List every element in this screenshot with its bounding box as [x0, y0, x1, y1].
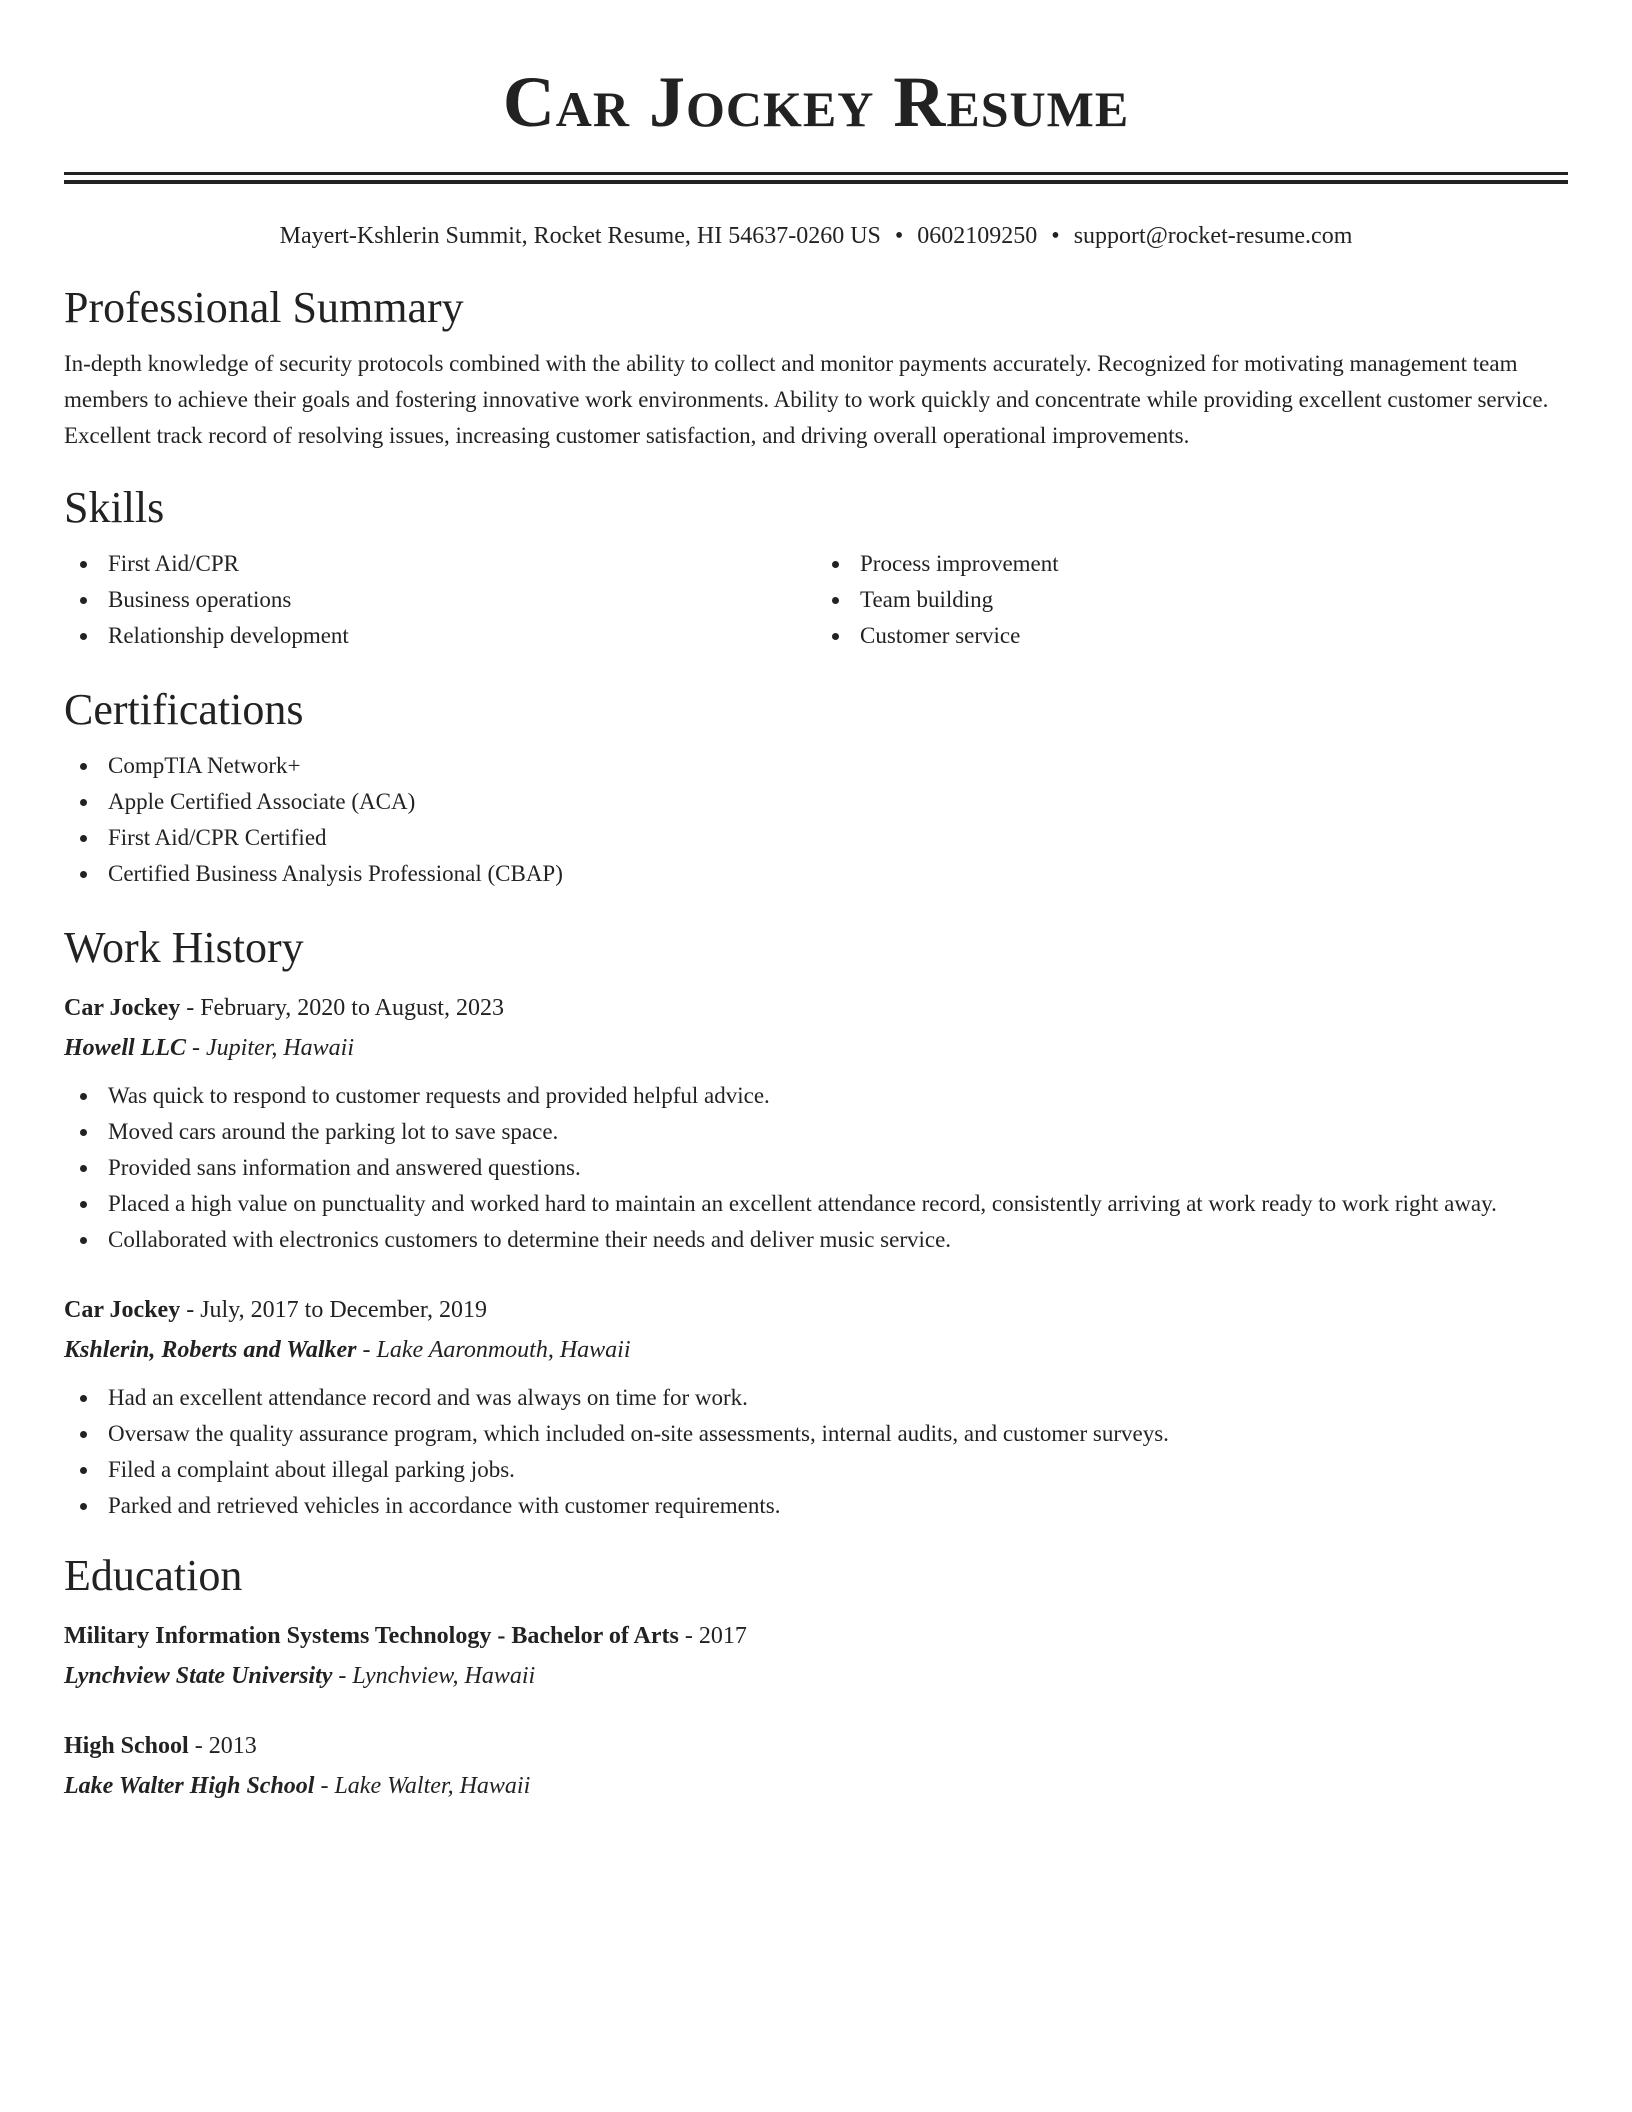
skills-section — [64, 482, 1568, 654]
skill-item: Business operations — [64, 582, 816, 618]
job-dates: - February, 2020 to August, 2023 — [180, 995, 504, 1021]
job-dates: - July, 2017 to December, 2019 — [180, 1297, 487, 1323]
education-location: - Lynchview, Hawaii — [332, 1663, 536, 1689]
title-divider — [64, 172, 1568, 184]
job-title-line — [64, 1290, 1568, 1330]
skill-item: Team building — [816, 582, 1568, 618]
job-company: Kshlerin, Roberts and Walker — [64, 1337, 357, 1363]
job-duty: Filed a complaint about illegal parking jobs. — [64, 1452, 1568, 1488]
job-duty: Oversaw the quality assurance program, which included on-site assessments, internal audits, and customer surveys. — [64, 1416, 1568, 1452]
education-entry — [64, 1726, 1568, 1806]
work-history-section — [64, 922, 1568, 1524]
education-entry — [64, 1616, 1568, 1696]
job-duty: Parked and retrieved vehicles in accordance with customer requirements. — [64, 1488, 1568, 1524]
summary-text: In-depth knowledge of security protocols combined with the ability to collect and monitor payments accurately. Recognized for motivating management team members to achieve their goals and fostering innovative work environments. Ability to work quickly and concentrate while providing excellent customer service. Excellent track record of resolving issues, increasing customer satisfaction, and driving overall operational improvements. — [64, 351, 1549, 448]
job-duty: Collaborated with electronics customers to determine their needs and deliver music service. — [64, 1222, 1568, 1258]
skills-list-left — [64, 546, 816, 654]
education-degree: Military Information Systems Technology - Bachelor of Arts — [64, 1623, 679, 1649]
resume-title: Car Jockey Resume — [502, 62, 1130, 142]
skill-item: First Aid/CPR — [64, 546, 816, 582]
education-heading: Education — [64, 1551, 243, 1600]
job-title-line — [64, 988, 1568, 1028]
certification-item: Certified Business Analysis Professional (CBAP) — [64, 856, 1568, 892]
education-school-line — [64, 1656, 1568, 1696]
skills-columns — [64, 546, 1568, 654]
education-school: Lake Walter High School — [64, 1773, 315, 1799]
certification-item: CompTIA Network+ — [64, 748, 1568, 784]
job-duty: Was quick to respond to customer requests and provided helpful advice. — [64, 1078, 1568, 1114]
job-company-line — [64, 1330, 1568, 1370]
certifications-heading: Certifications — [64, 685, 304, 734]
contact-address: Mayert-Kshlerin Summit, Rocket Resume, HI 54637-0260 US — [279, 223, 881, 249]
job-duty: Moved cars around the parking lot to save space. — [64, 1114, 1568, 1150]
education-section — [64, 1550, 1568, 1806]
contact-separator: • — [894, 223, 904, 249]
education-school-line — [64, 1766, 1568, 1806]
summary-heading: Professional Summary — [64, 283, 464, 332]
skills-list-right — [816, 546, 1568, 654]
job-location: - Jupiter, Hawaii — [186, 1035, 354, 1061]
job-company-line — [64, 1028, 1568, 1068]
job-duty: Placed a high value on punctuality and worked hard to maintain an excellent attendance record, consistently arriving at work ready to work right away. — [64, 1186, 1568, 1222]
education-degree-line — [64, 1616, 1568, 1656]
skills-heading: Skills — [64, 483, 165, 532]
education-location: - Lake Walter, Hawaii — [314, 1773, 531, 1799]
job-duties-list — [64, 1380, 1568, 1524]
contact-phone: 0602109250 — [917, 223, 1038, 249]
job-location: - Lake Aaronmouth, Hawaii — [356, 1337, 631, 1363]
education-degree-line — [64, 1726, 1568, 1766]
job-duty: Had an excellent attendance record and was always on time for work. — [64, 1380, 1568, 1416]
certification-item: First Aid/CPR Certified — [64, 820, 1568, 856]
education-degree: High School — [64, 1733, 189, 1759]
contact-separator: • — [1051, 223, 1060, 249]
work-history-heading: Work History — [64, 923, 304, 972]
certifications-list — [64, 748, 1568, 892]
skill-item: Relationship development — [64, 618, 816, 654]
summary-section — [64, 282, 1568, 454]
education-school: Lynchview State University — [64, 1663, 333, 1689]
job-title: Car Jockey — [64, 1297, 181, 1323]
job-duties-list — [64, 1078, 1568, 1258]
certifications-section — [64, 684, 1568, 892]
skill-item: Process improvement — [816, 546, 1568, 582]
job-duty: Provided sans information and answered questions. — [64, 1150, 1568, 1186]
job-company: Howell LLC — [64, 1035, 186, 1061]
contact-email: support@rocket-resume.com — [1073, 223, 1353, 249]
certification-item: Apple Certified Associate (ACA) — [64, 784, 1568, 820]
job-entry — [64, 988, 1568, 1258]
skill-item: Customer service — [816, 618, 1568, 654]
contact-line — [64, 220, 1568, 252]
education-year: - 2017 — [678, 1623, 747, 1649]
job-entry — [64, 1290, 1568, 1524]
education-year: - 2013 — [188, 1733, 257, 1759]
job-title: Car Jockey — [64, 995, 181, 1021]
